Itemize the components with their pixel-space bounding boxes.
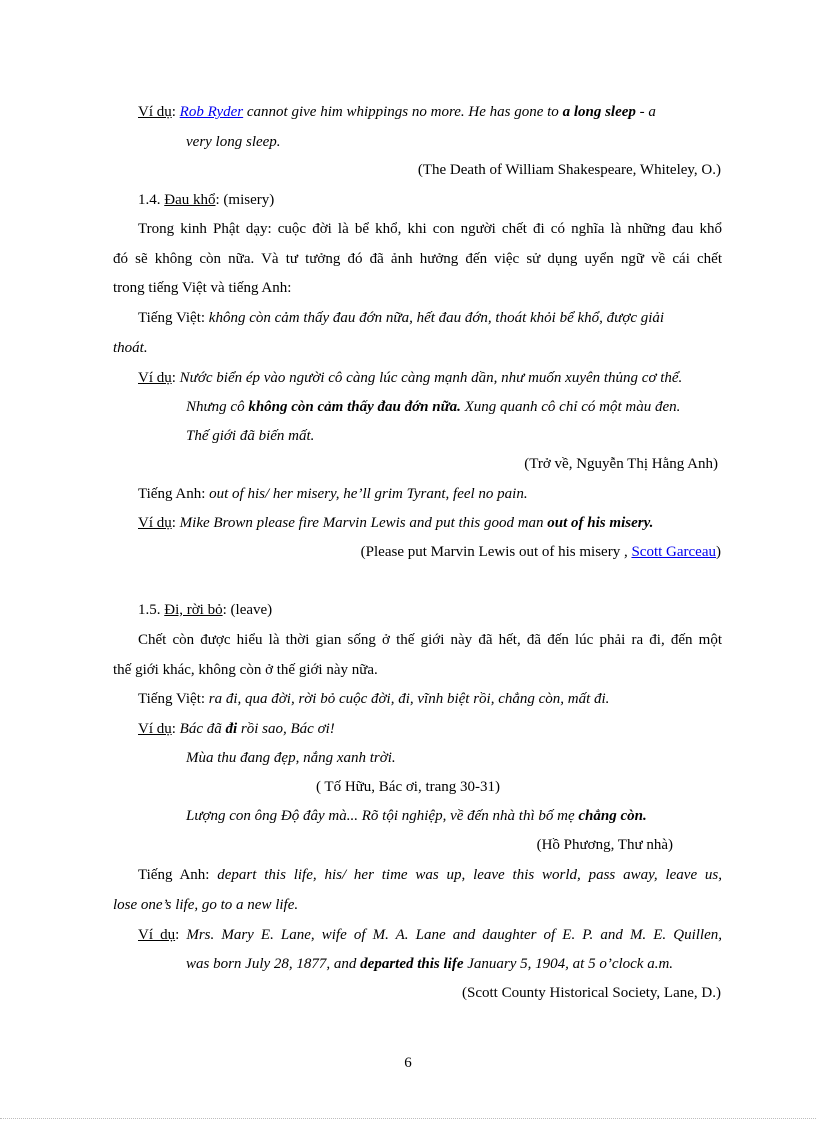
- example-line: Mùa thu đang đẹp, nắng xanh trời.: [186, 750, 396, 766]
- example-line: was born July 28, 1877, and departed this life January 5, 1904, at 5 o’clock a.m.: [186, 956, 674, 972]
- example-line: very long sleep.: [186, 134, 281, 150]
- paragraph-line: Chết còn được hiểu là thời gian sống ở thế giới này đã hết, đã đến lúc phải ra đi, đến một: [138, 632, 722, 648]
- example-label: Ví dụ: [138, 927, 176, 943]
- section-title: Đau khổ: [164, 192, 216, 208]
- paragraph-line: đó sẽ không còn nữa. Và tư tưởng đó đã ảnh hưởng đến việc sử dụng uyển ngữ về cái chết: [113, 251, 722, 267]
- citation: (Hồ Phương, Thư nhà): [536, 837, 673, 853]
- citation: (Trở về, Nguyễn Thị Hằng Anh): [524, 456, 718, 472]
- citation: (Scott County Historical Society, Lane, D.): [462, 985, 721, 1001]
- example-line: Ví dụ: Bác đã đi rồi sao, Bác ơi!: [138, 721, 335, 737]
- term-line: Tiếng Việt: ra đi, qua đời, rời bỏ cuộc đời, đi, vĩnh biệt rồi, chẳng còn, mất đi.: [138, 691, 610, 707]
- example-label: Ví dụ: [138, 370, 172, 386]
- term-line: Tiếng Anh: out of his/ her misery, he’ll grim Tyrant, feel no pain.: [138, 486, 528, 502]
- example-line: Lượng con ông Độ đây mà... Rõ tội nghiệp, về đến nhà thì bố mẹ chẳng còn.: [186, 808, 647, 824]
- section-heading: 1.5. Đi, rời bỏ: (leave): [138, 602, 273, 618]
- example-label: Ví dụ: [138, 515, 172, 531]
- example-line: Nhưng cô không còn cảm thấy đau đớn nữa. Xung quanh cô chỉ có một màu đen.: [186, 399, 681, 415]
- scott-garceau-link[interactable]: Scott Garceau: [631, 544, 716, 560]
- page-number: 6: [404, 1055, 412, 1071]
- section-heading: 1.4. Đau khổ: (misery): [138, 192, 275, 208]
- term-label: Tiếng Việt:: [138, 691, 206, 707]
- term-line: lose one’s life, go to a new life.: [113, 897, 299, 913]
- citation: (Please put Marvin Lewis out of his misery , Scott Garceau): [360, 544, 721, 560]
- page-bottom-border: [0, 1118, 816, 1119]
- term-line: Tiếng Anh: depart this life, his/ her time was up, leave this world, pass away, leave us,: [138, 867, 723, 883]
- example-line: Ví dụ: Mrs. Mary E. Lane, wife of M. A. Lane and daughter of E. P. and M. E. Quillen,: [138, 927, 723, 943]
- paragraph-line: trong tiếng Việt và tiếng Anh:: [113, 280, 292, 296]
- rob-ryder-link[interactable]: Rob Ryder: [179, 104, 244, 120]
- example-label: Ví dụ: [138, 104, 172, 120]
- example-line: Ví dụ: Mike Brown please fire Marvin Lewis and put this good man out of his misery.: [138, 515, 654, 531]
- citation: (The Death of William Shakespeare, Whiteley, O.): [417, 162, 721, 178]
- section-title: Đi, rời bỏ: [164, 602, 223, 618]
- citation: ( Tố Hữu, Bác ơi, trang 30-31): [315, 779, 501, 795]
- paragraph-line: thế giới khác, không còn ở thế giới này nữa.: [113, 662, 378, 678]
- paragraph-line: Trong kinh Phật dạy: cuộc đời là bể khổ, khi con người chết đi có nghĩa là những đau khổ: [138, 221, 722, 237]
- example-line: Thế giới đã biến mất.: [186, 428, 315, 444]
- term-line: thoát.: [113, 340, 148, 356]
- example-line: Ví dụ: Nước biển ép vào người cô càng lúc càng mạnh dần, như muốn xuyên thủng cơ thể.: [138, 370, 683, 386]
- term-label: Tiếng Việt:: [138, 310, 206, 326]
- term-label: Tiếng Anh:: [138, 486, 206, 502]
- example-label: Ví dụ: [138, 721, 172, 737]
- example-line: Ví dụ: Rob Ryder cannot give him whippings no more. He has gone to a long sleep - a: [138, 104, 656, 120]
- term-line: Tiếng Việt: không còn cảm thấy đau đớn nữa, hết đau đớn, thoát khỏi bể khổ, được giải: [138, 310, 665, 326]
- term-label: Tiếng Anh:: [138, 867, 210, 883]
